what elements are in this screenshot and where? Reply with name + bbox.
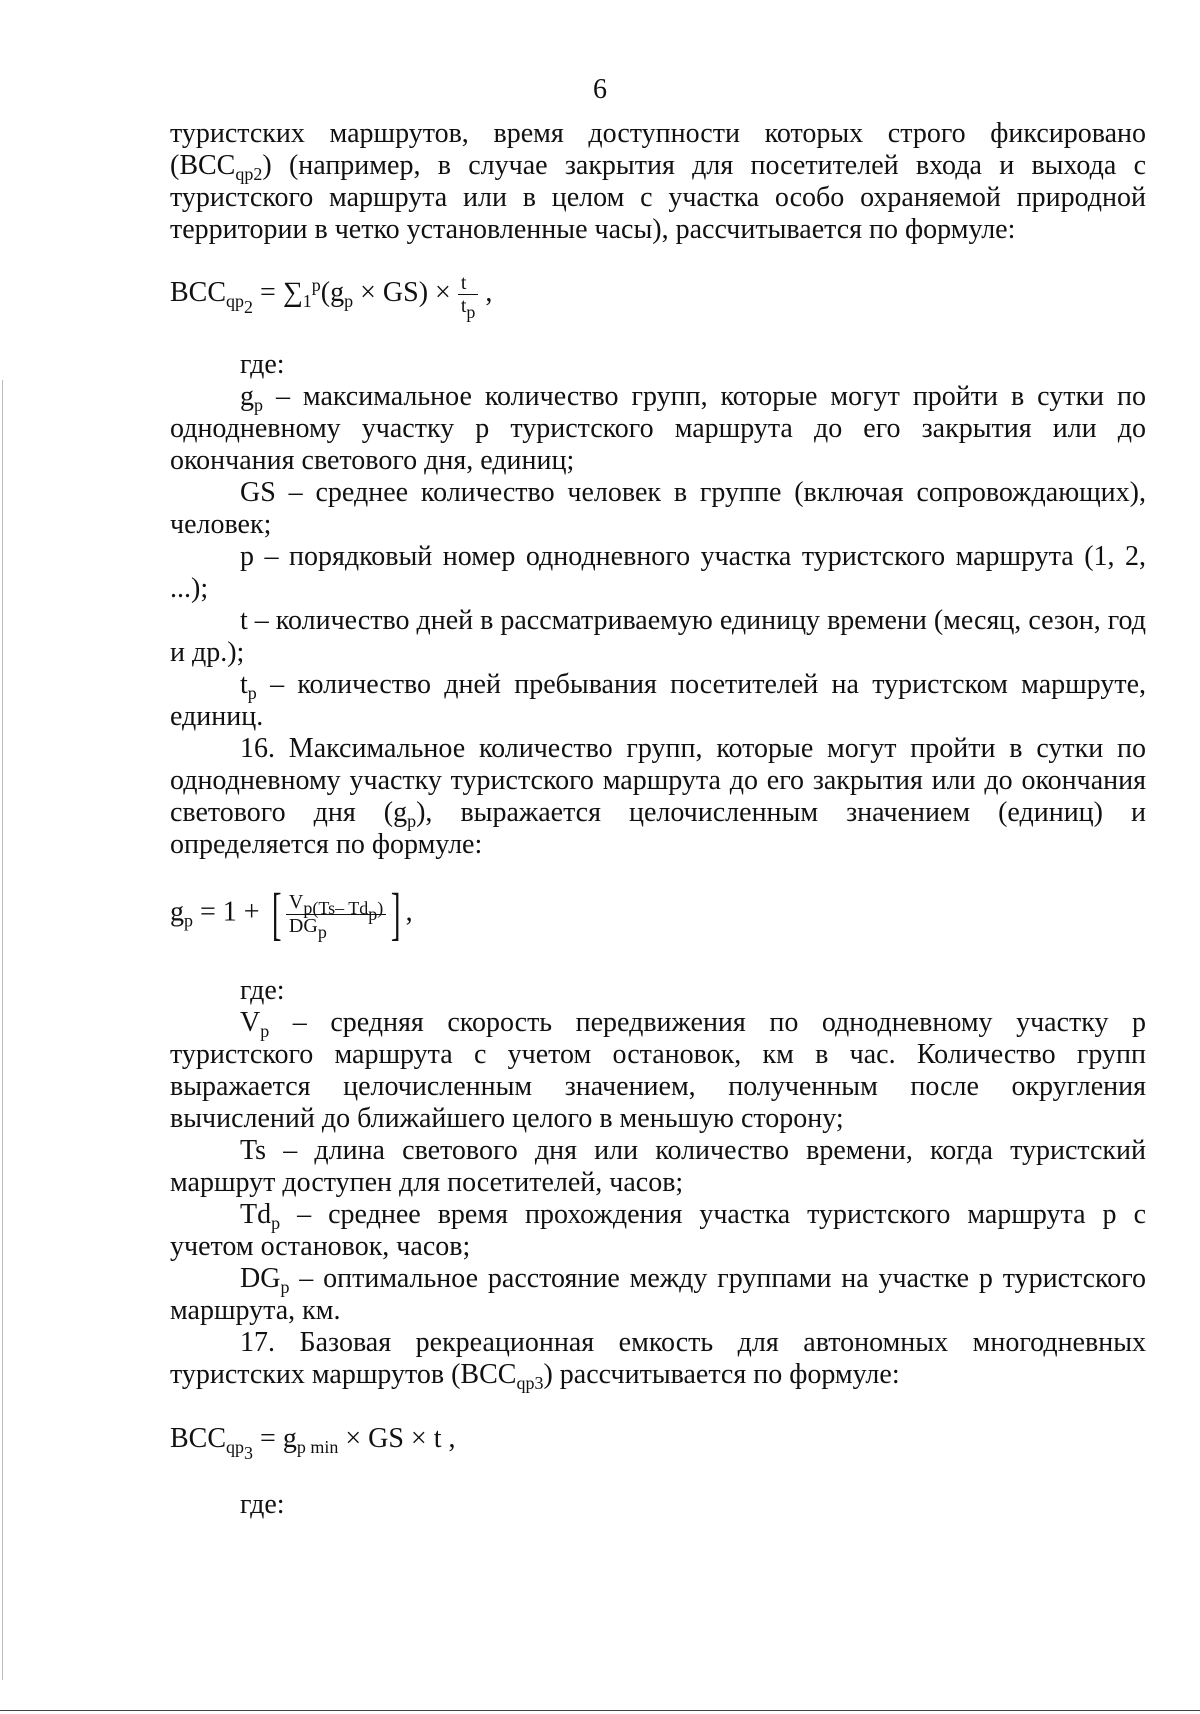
scan-edge-bottom (0, 1710, 1200, 1711)
scan-edge-left (2, 380, 3, 1680)
formula-gp: $g_p = 1$ + [ $\frac{V_{p(Ts- Td_p)}}{DG_p}$ ] , (170, 881, 413, 946)
where-label: где: (240, 975, 285, 1006)
definition-item: GS – среднее количество человек в группе (включая сопровождающих), человек; (170, 477, 1146, 540)
floor-bracket-right: ] (391, 881, 401, 946)
definition-item: Ts – длина светового дня или количество времени, когда туристский маршрут доступен для посетителей, часов; (170, 1135, 1146, 1198)
definition-item: $Td_p$ – среднее время прохождения участка туристского маршрута p с учетом остановок, часов; (170, 1199, 1146, 1262)
where-label: где: (240, 349, 285, 380)
formula-bcc-qp3: $BCC_{qp_3} = g_{p min}$ × GS × t , (170, 1423, 456, 1463)
definition-item: $g_p$ – максимальное количество групп, которые могут пройти в сутки по однодневному участку p туристского маршрута до его закрытия или до окончания светового дня, единиц; (170, 381, 1146, 476)
definitions-list-1 (170, 381, 1146, 733)
paragraph-17: 17. Базовая рекреационная емкость для автономных многодневных туристских маршрутов $(BCC_{qp3})$ рассчитывается по формуле: (170, 1327, 1146, 1393)
definition-item: t – количество дней в рассматриваемую единицу времени (месяц, сезон, год и др.); (170, 605, 1146, 668)
document-body (170, 118, 1146, 1521)
fraction-speed-over-distance: $\frac{V_{p(Ts- Td_p)}}{DG_p}$ (286, 891, 386, 937)
paragraph-16: 16. Максимальное количество групп, которые могут пройти в сутки по однодневному участку туристского маршрута до его закрытия или до окончания светового дня $(g_p)$, выражается целочисленным значением (единиц) и определяется по формуле: (170, 733, 1147, 860)
definitions-list-2 (170, 1007, 1146, 1327)
definition-item: p – порядковый номер однодневного участка туристского маршрута (1, 2, ...); (170, 541, 1146, 604)
paragraph-intro: туристских маршрутов, время доступности которых строго фиксировано $(BCC_{qp2})$ (например, в случае закрытия для посетителей входа и выхода с туристского маршрута или в целом с участка особо охраняемой природной территории в четко установленные часы), рассчитывается по формуле: (170, 118, 1146, 245)
where-label: где: (240, 1489, 285, 1520)
definition-item: $V_p$ – средняя скорость передвижения по однодневному участку p туристского маршрута с учетом остановок, км в час. Количество групп выражается целочисленным значением, полученным после округления вычислений до ближайшего целого в меньшую сторону; (170, 1007, 1146, 1134)
definition-item: $DG_p$ – оптимальное расстояние между группами на участке p туристского маршрута, км. (170, 1263, 1146, 1326)
formula-bcc-qp2: $BCC_{qp_2} = \sum_1^p(g_p \times GS)$ × $\frac{t}{t_p}$ , (170, 272, 493, 322)
page-number: 6 (593, 74, 607, 105)
definition-item: $t_p$ – количество дней пребывания посетителей на туристском маршруте, единиц. (170, 669, 1146, 732)
floor-bracket-left: [ (271, 881, 282, 946)
fraction-t-over-tp: $\frac{t}{t_p}$ (458, 272, 479, 317)
